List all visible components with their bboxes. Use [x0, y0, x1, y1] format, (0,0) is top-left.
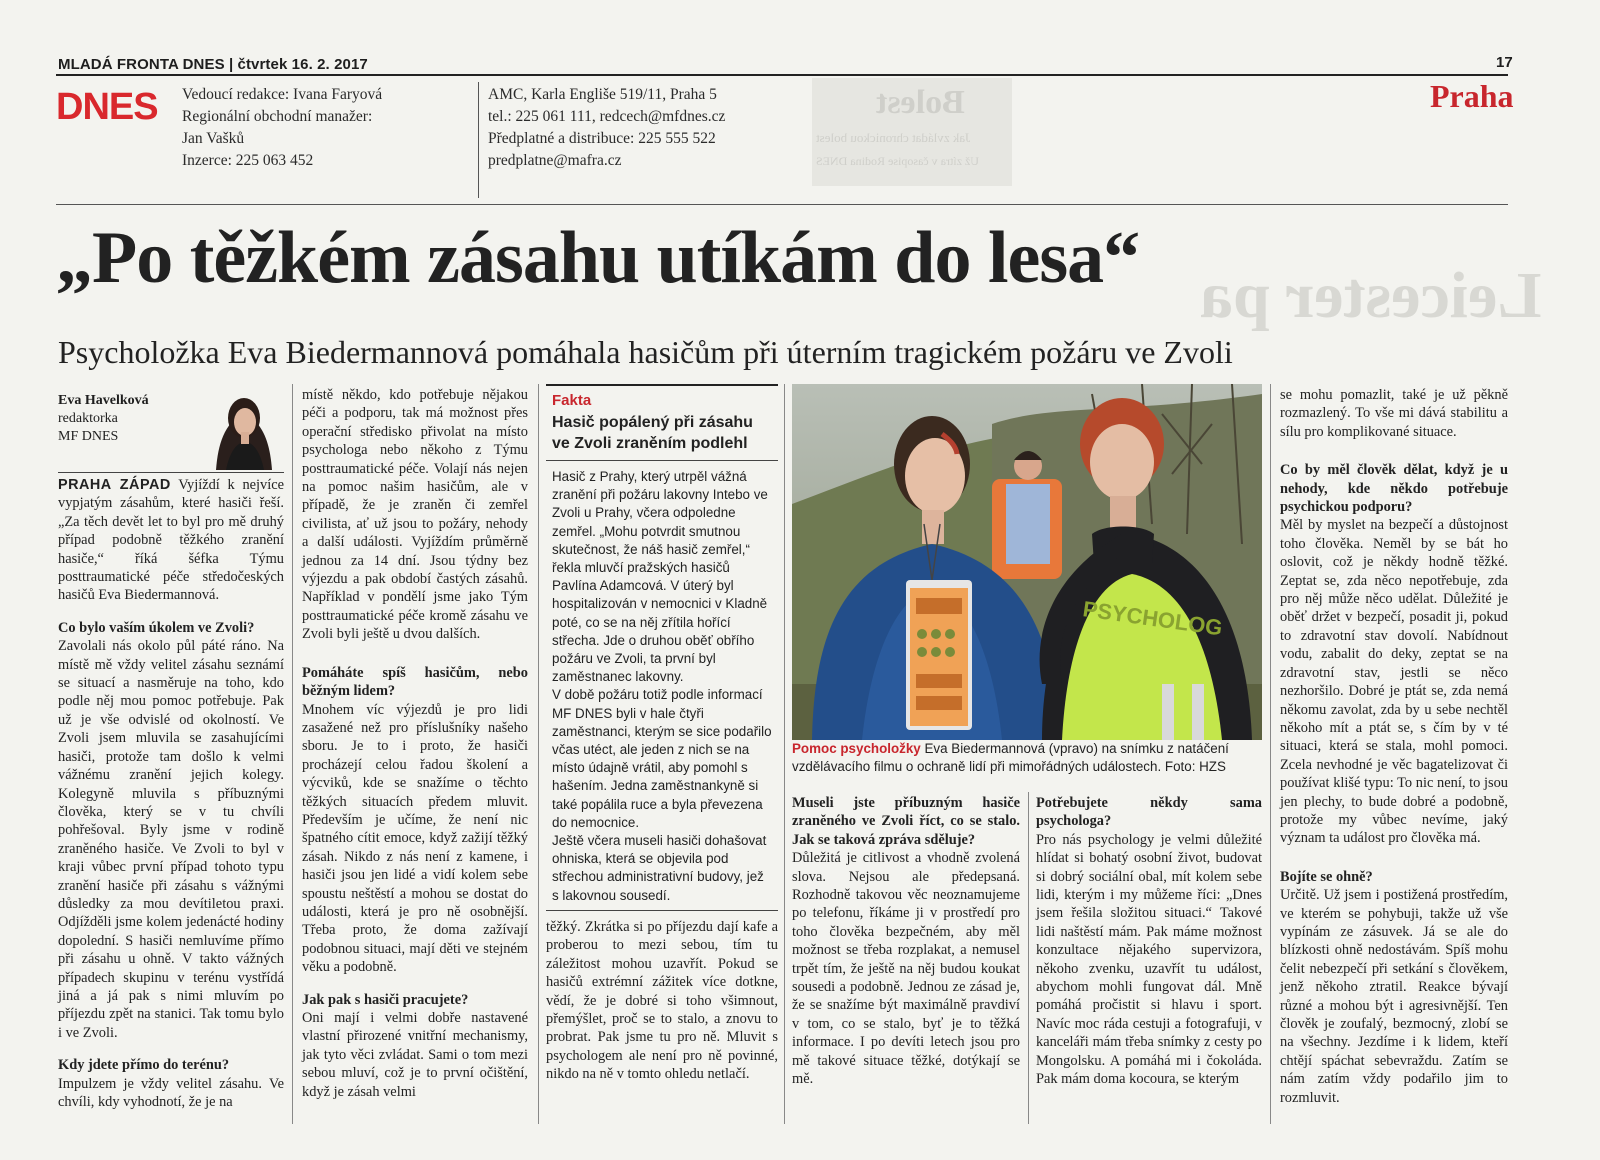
imprint-line: tel.: 225 061 111, redcech@mfdnes.cz	[488, 108, 726, 125]
fakta-rule	[546, 910, 778, 911]
fakta-paragraph: V době požáru totiž podle informací MF DNES byli v hale čtyři zaměstnanci, kterým se sice podařilo včas utéct, ale jeden z nich se na místo údajně vrátil, aby pomohl s hašením. Jedna zaměstnankyně si také popálila ruce a byla převezena do nemocnice.	[552, 687, 772, 830]
paragraph: těžký. Zkrátka si po příjezdu dají kafe a proberou to mezi sebou, tím tu záležitost mohou uzavřít. Pokud se hasičů extrémní zážitek více dotkne, vědí, že je dobré si toho všimnout, přemýšlet, proč se to stalo, a znovu to probrat. Pak jsme tu pro ně. Mluvit s psychologem ale není pro ně povinné, nikdo na ně v tomto ohledu netlačí.	[546, 919, 778, 1083]
paragraph: Mnohem víc výjezdů je pro lidi zasažené než pro příslušníky našeho sboru. Je to i proto, že hasiči procházejí celou řadou školení a výcviků, kde se snažíme o těchto těžkých situacích předem mluvit. Především je učíme, že není nic špatného cítit emoce, když zažijí těžký zásah. Nikdo z nás není z kamene, i hasiči jsou jen lidé a vidí kolem sebe spoustu neštěstí a mohou se dostat do události, která je pro ně osobnější. Třeba proto, že doma zažívají podobnou situaci, mají děti ve stejném věku a podobně.	[302, 701, 528, 976]
paragraph: Určitě. Už jsem i postižená prostředím, ve kterém se pohybuji, takže už vše vypínám ze zásuvek. Já se ale do blízkosti ohně nedostávám. Spíš mohu čelit nebezpečí při setkání s člověkem, jenž někoho ztratil. Reakce bývají různé a mohou být i agresivnější. Ten člověk je zoufalý, bezmocný, zlobí se na všechny. Jezdíme i k lidem, kteří chtějí spáchat sebevraždu. Zatím se nám zatím vždy podařilo jim to rozmluvit.	[1280, 887, 1508, 1106]
paragraph: Impulzem je vždy velitel zásahu. Ve chvíli, kdy vyhodnotí, že je na	[58, 1075, 284, 1110]
author-role: redaktorka	[58, 411, 118, 426]
photo-caption	[792, 740, 1262, 776]
paragraph: Vyjíždí k nejvíce vypjatým zásahům, které hasiči řeší. „Za těch devět let to byl pro mě druhý případ podobně těžkého zranění hasiče,“ říká šéfka Týmu posttraumatické péče středočeských hasičů Eva Biedermannová.	[58, 477, 284, 604]
article-column-3	[546, 918, 778, 1084]
ghost-big-text: Leicester pa	[1200, 259, 1542, 332]
column-divider	[1028, 792, 1029, 1124]
article-column-5	[1036, 794, 1262, 1089]
column-divider	[1270, 384, 1271, 1124]
paragraph: Pro nás psychology je velmi důležité hlídat si bohatý osobní život, budovat si dobrý sociální obal, mít kolem sebe lidi, kterým i my můžeme říci: „Dnes jsem řešila složitou situaci.“ Takové lidi naštěstí mám. Pak máme možnost konzultace nějakého supervizora, někoho zvenku, uzavřít tu událost, abychom mohli fungovat dál. Mně pomáhá pročistit si hlavu i sport. Navíc moc ráda cestuji a fotografuji, v kanceláři mám třeba snímky z cesty po Mongolsku. A pomáhá mi i čokoláda. Pak mám doma kocoura, se kterým	[1036, 831, 1262, 1088]
article-column-4	[792, 794, 1020, 1089]
fakta-label: Fakta	[552, 392, 592, 409]
photo-credit: Foto: HZS	[1164, 759, 1226, 774]
author-box	[58, 384, 284, 470]
author-info	[58, 392, 149, 446]
fakta-heading: Hasič popálený při zásahu ve Zvoli zraněním podlehl	[552, 414, 753, 452]
paragraph: Měl by myslet na bezpečí a důstojnost toho člověka. Neměl by se bát ho oslovit, což je někdy hodně těžké. Zeptat se, zda něco nepotřebuje, zda pro něj může něco udělat. Důležité je oběť držet v bezpečí, posadit ji, pokud to zdravotní stav dovolí. Nabídnout vodu, zabalit do deky, zeptat se na zdravotní stav, jestli se něco nezhoršilo. Dobré je ptát se, zda nemá někomu zavolat, zda by u sebe nechtěl někoho mít a ptát se, s čím by v té situaci, která se stala, mohl pomoci. Zcela nevhodné je věc bagatelizovat či používat klišé typu: To nic není, to jsou jen plechy, to bude dobré a podobně, protože my vůbec nevíme, jaký význam ta událost pro člověka má.	[1280, 517, 1508, 847]
article-headline: „Po těžkém zásahu utíkám do lesa“	[56, 217, 1140, 299]
imprint-left	[182, 84, 382, 172]
paragraph: Oni mají i velmi dobře nastavené vlastní přirozené vnitřní mechanismy, jak tyto věci zvládat. Sami o tom mezi sebou mluví, což je to první očištění, když je zásah velmi	[302, 1010, 528, 1100]
section-title: Praha	[1430, 78, 1514, 114]
imprint-line: Vedoucí redakce: Ivana Faryová	[182, 86, 383, 103]
author-avatar	[204, 384, 284, 470]
caption-lead: Pomoc psycholožky	[792, 741, 921, 756]
dateline: PRAHA ZÁPAD	[58, 477, 171, 493]
masthead-divider	[478, 82, 479, 198]
author-rule	[58, 472, 284, 473]
fakta-paragraph: Hasič z Prahy, který utrpěl vážná zranění při požáru lakovny Intebo ve Zvoli u Prahy, včera odpoledne zemřel. „Mohu potvrdit smutnou skutečnost, že náš hasič zemřel,“ řekla mluvčí pražských hasičů Pavlína Adamcová. V úterý byl hospitalizován v nemocnici v Kladně poté, co se na něj zřítila hořící střecha. Jde o druhou oběť obřího požáru ve Zvoli, ta první byl zaměstnanec lakovny.	[552, 469, 768, 685]
vest-label: PSYCHOLOG	[1081, 596, 1224, 641]
imprint-line: Inzerce: 225 063 452	[182, 152, 314, 169]
paragraph: se mohu pomazlit, také je už pěkně rozmazlený. To vše mi dává stabilitu a sílu pro komplikované situace.	[1280, 387, 1508, 440]
column-divider	[538, 384, 539, 1124]
paragraph: místě někdo, kdo potřebuje nějakou péči a podporu, tak má možnost přes operační středisko přivolat na místo psychologa nebo někoho z Týmu posttraumatické péče. Volají nás nejen na pomoc našim hasičům, ale v případě, že je zraněn či zemřel civilista, ať už jsou to požáry, nehody a další události. Vyjíždím průměrně jednou za 14 dní. Jsou týdny bez výjezdu a pak období častých zásahů. Například v pondělí jsme jako Tým posttraumatické péče kromě zásahu ve Zvoli byli ještě u dvou dalších.	[302, 387, 528, 643]
interview-question: Bojíte se ohně?	[1280, 868, 1373, 885]
article-photo	[792, 384, 1262, 740]
paragraph: Důležitá je citlivost a vhodně zvolená slova. Nejsou ale předepsaná. Rozhodně takovou věc neoznamujeme po telefonu, říkáme ji v prostředí pro toho člověka bezpečném, aby měl možnost se třeba rozplakat, a nemusel trpět tím, že ještě na něj budou koukat sousedi a podobně. Jednou ze zásad je, že se snažíme být maximálně pravdiví v tom, co se stalo, byť je to těžká informace. I po devíti letech jsou pro mě takové situace těžké, dotýkají se mě.	[792, 850, 1020, 1088]
column-divider	[784, 384, 785, 1124]
imprint-line: AMC, Karla Engliše 519/11, Praha 5	[488, 86, 717, 103]
ghost-line: Už zítra v časopise Rodina DNES	[816, 154, 979, 168]
imprint-line: Regionální obchodní manažer:	[182, 108, 373, 125]
caption-text: Eva Biedermannová (vpravo) na snímku z natáčení vzdělávacího filmu o ochraně lidí při mimořádných událostech.	[792, 741, 1229, 774]
interview-question: Co bylo vaším úkolem ve Zvoli?	[58, 619, 255, 636]
author-outlet: MF DNES	[58, 429, 119, 444]
fakta-box	[546, 384, 778, 912]
paragraph: Zavolali nás okolo půl páté ráno. Na místě mě vždy velitel zásahu seznámí se situací a nasměruje na toho, kdo podle něj mou pomoc potřebuje. Pak už je vše odvislé od okolností. Ve Zvoli jsem mluvila se zasahujícími hasiči, protože tam došlo k velmi vážnému zranění jejich kolegy. Kolegyně mluvila s příbuznými člověka, který se v tu chvíli pohřešoval. Byly jsme v rodině zraněného hasiče. Ve Zvoli to byl v kraji vůbec první případ tohoto typu zranění hasiče při zásahu s vážnými důsledky za mou devítiletou praxi. Odjížděli jsme kolem jedenácté hodiny dopolední. S hasiči nemluvíme přímo při zásahu u ohně. V takto vážných případech skupinu v terénu vystřídá jiná a já pak s nimi mluvím po příjezdu zpět na stanici. Tak tomu bylo i ve Zvoli.	[58, 638, 284, 1041]
article-subheadline: Psycholožka Eva Biedermannová pomáhala hasičům při úterním tragickém požáru ve Zvoli	[58, 334, 1233, 370]
column-divider	[292, 384, 293, 1124]
interview-question: Kdy jdete přímo do terénu?	[58, 1057, 230, 1074]
imprint-line: Jan Vašků	[182, 130, 245, 147]
ghost-line: Jak zvládat chronickou bolest	[816, 130, 971, 145]
interview-question: Potřebujete někdy sama psychologa?	[1036, 795, 1262, 830]
page-number: 17	[1496, 54, 1513, 71]
interview-question: Museli jste příbuzným hasiče zraněného ve Zvoli říct, co se stalo. Jak se taková zpráva sděluje?	[792, 795, 1020, 848]
top-rule	[56, 74, 1508, 76]
interview-question: Jak pak s hasiči pracujete?	[302, 991, 469, 1008]
author-name: Eva Havelková	[58, 393, 149, 408]
imprint-right	[488, 84, 725, 172]
paper-date-line: MLADÁ FRONTA DNES | čtvrtek 16. 2. 2017	[58, 56, 368, 73]
fakta-paragraph: Ještě včera museli hasiči dohašovat ohniska, která se objevila pod střechou administrativní budovy, jež s lakovnou sousedí.	[552, 833, 767, 903]
interview-question: Pomáháte spíš hasičům, nebo běžným lidem?	[302, 664, 528, 700]
show-through-box	[812, 78, 1012, 186]
masthead-bottom-rule	[56, 204, 1508, 205]
fakta-rule	[546, 460, 778, 461]
fakta-rule	[546, 384, 778, 386]
article-column-2	[302, 386, 528, 1101]
imprint-line: predplatne@mafra.cz	[488, 152, 622, 169]
article-column-6	[1280, 386, 1508, 1107]
fakta-body	[552, 468, 774, 905]
article-column-1	[58, 476, 284, 1111]
interview-question: Co by měl člověk dělat, když je u nehody, kde někdo potřebuje psychickou podporu?	[1280, 462, 1508, 516]
dnes-logo: DNES	[56, 86, 158, 128]
ghost-title: Bolest	[876, 84, 965, 121]
imprint-line: Předplatné a distribuce: 225 555 522	[488, 130, 716, 147]
